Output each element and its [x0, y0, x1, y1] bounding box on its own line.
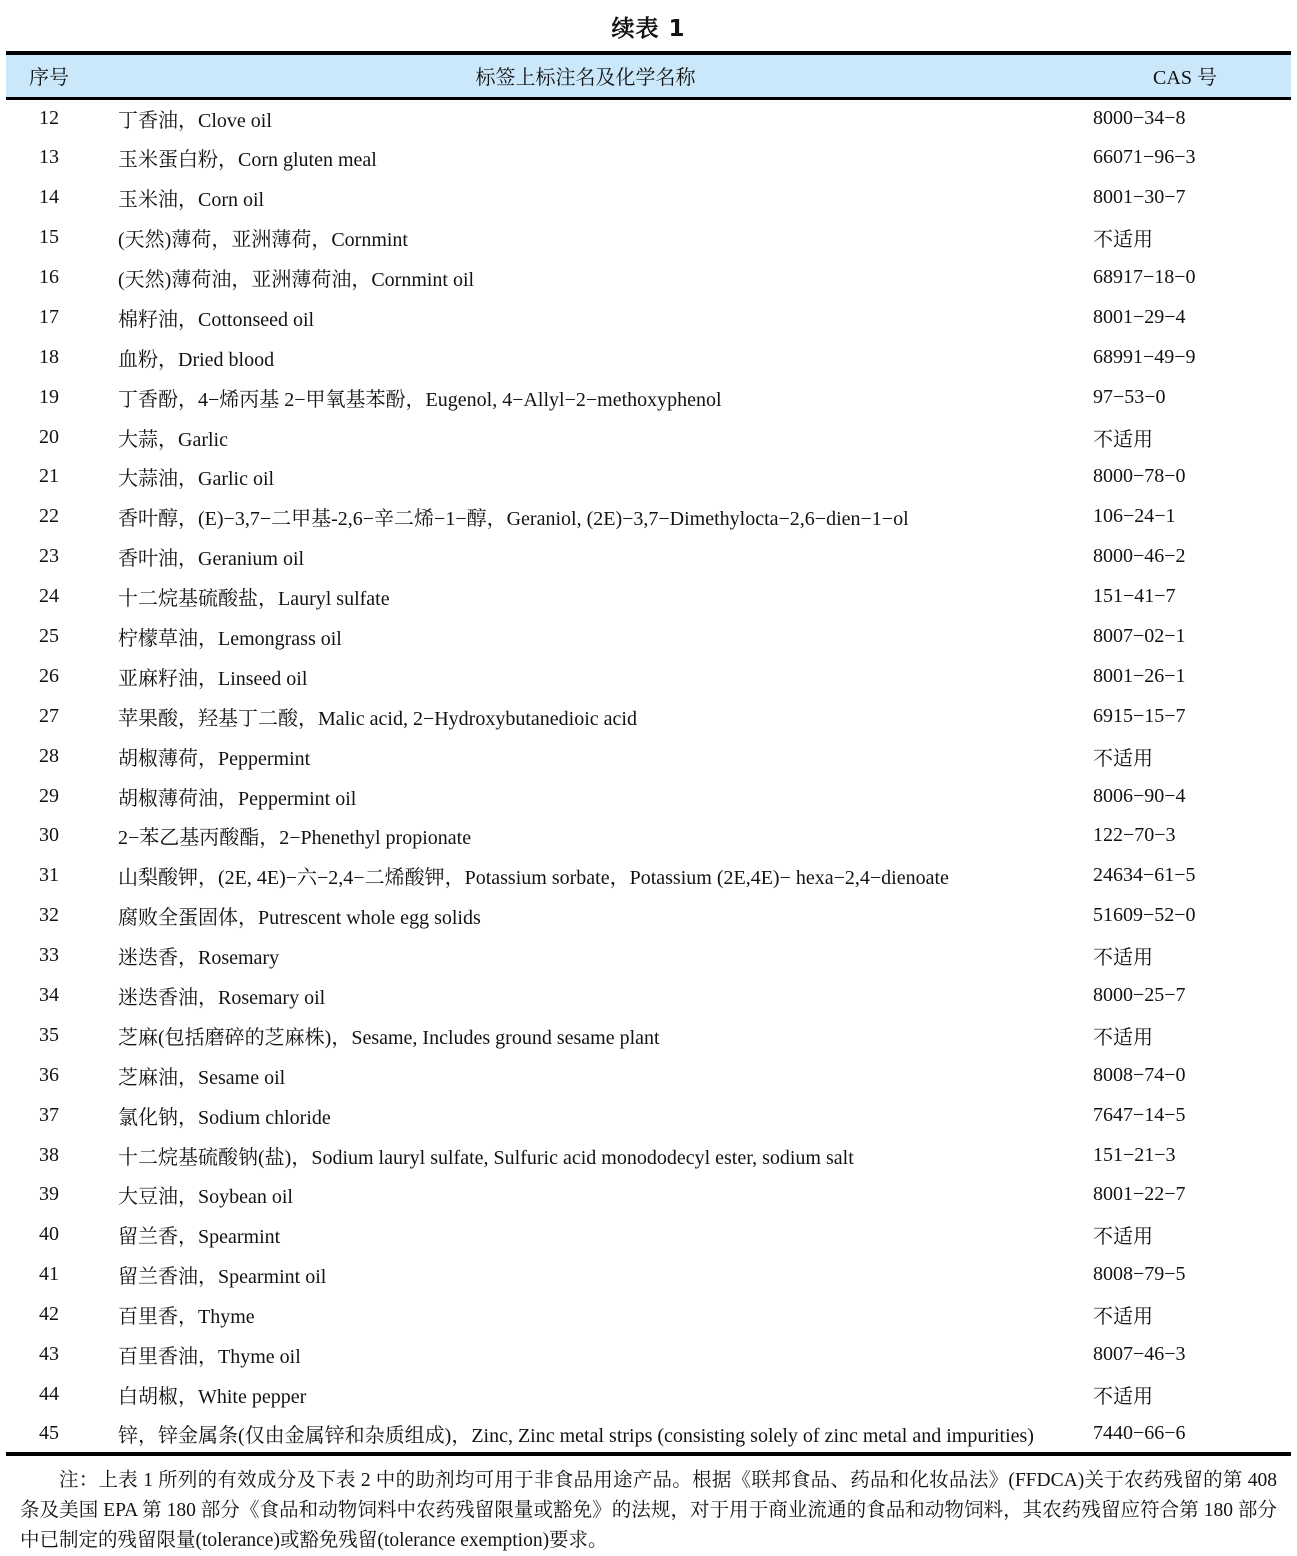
table-row: [6, 218, 1291, 258]
row-index-cell: 21: [39, 465, 59, 488]
row-index-cell: 37: [39, 1103, 59, 1126]
row-index-cell: 17: [39, 305, 59, 328]
row-name-cell: 十二烷基硫酸钠(盐)，Sodium lauryl sulfate, Sulfuric acid monododecyl ester, sodium salt: [118, 1146, 854, 1169]
table-row: [6, 457, 1291, 497]
row-index-cell: 44: [39, 1382, 59, 1405]
row-index-cell: 32: [39, 904, 59, 927]
row-name-cell: (天然)薄荷，亚洲薄荷，Cornmint: [118, 229, 408, 252]
table-row: [6, 1095, 1291, 1135]
row-name-cell: 留兰香，Spearmint: [118, 1226, 281, 1249]
table-row: [6, 138, 1291, 178]
row-name-cell: 氯化钠，Sodium chloride: [118, 1106, 331, 1129]
table-row: [6, 1135, 1291, 1175]
row-cas-cell: 8001−29−4: [1093, 305, 1186, 328]
table-row: [6, 297, 1291, 337]
row-cas-cell: 6915−15−7: [1093, 704, 1186, 727]
row-cas-cell: 151−41−7: [1093, 585, 1176, 608]
row-index-cell: 41: [39, 1263, 59, 1286]
row-name-cell: 香叶油，Geranium oil: [118, 548, 305, 571]
row-name-cell: 芝麻油，Sesame oil: [118, 1066, 286, 1089]
table-row: [6, 1215, 1291, 1255]
row-name-cell: 血粉，Dried blood: [118, 348, 275, 371]
row-index-cell: 20: [39, 425, 59, 448]
row-cas-cell: 不适用: [1093, 1026, 1153, 1049]
row-name-cell: 留兰香油，Spearmint oil: [118, 1266, 327, 1289]
row-name-cell: 2−苯乙基丙酸酯，2−Phenethyl propionate: [118, 827, 472, 850]
table-row: [6, 656, 1291, 696]
row-cas-cell: 68917−18−0: [1093, 266, 1196, 288]
row-cas-cell: 68991−49−9: [1093, 345, 1196, 368]
row-index-cell: 13: [39, 146, 59, 169]
row-cas-cell: 8000−78−0: [1093, 465, 1186, 488]
table-row: [6, 337, 1291, 377]
row-cas-cell: 122−70−3: [1093, 824, 1176, 847]
row-name-cell: 丁香酚，4−烯丙基 2−甲氧基苯酚，Eugenol, 4−Allyl−2−methoxyphenol: [118, 388, 722, 411]
row-cas-cell: 不适用: [1093, 428, 1153, 451]
row-cas-cell: 97−53−0: [1093, 385, 1166, 408]
row-index-cell: 31: [39, 864, 59, 887]
table-row: [6, 1055, 1291, 1095]
table-row: [6, 696, 1291, 736]
table-row: [6, 736, 1291, 776]
table-row: [6, 1175, 1291, 1215]
row-cas-cell: 8001−26−1: [1093, 664, 1186, 687]
row-name-cell: 迷迭香，Rosemary: [118, 947, 280, 970]
row-name-cell: 十二烷基硫酸盐，Lauryl sulfate: [118, 588, 390, 611]
table-row: [6, 417, 1291, 457]
column-header-label-chemical-name: 标签上标注名及化学名称: [92, 53, 1079, 98]
table-row: [6, 1015, 1291, 1055]
row-cas-cell: 24634−61−5: [1093, 864, 1196, 887]
row-index-cell: 35: [39, 1023, 59, 1046]
row-index-cell: 26: [39, 664, 59, 687]
row-cas-cell: 不适用: [1093, 747, 1153, 770]
row-index-cell: 19: [39, 385, 59, 408]
row-cas-cell: 7647−14−5: [1093, 1103, 1186, 1126]
row-index-cell: 15: [39, 226, 59, 249]
row-name-cell: 大蒜油，Garlic oil: [118, 468, 275, 491]
row-cas-cell: 8000−46−2: [1093, 545, 1186, 568]
row-cas-cell: 不适用: [1093, 1226, 1153, 1249]
row-name-cell: 芝麻(包括磨碎的芝麻株)，Sesame, Includes ground sesame plant: [118, 1026, 660, 1049]
footnote: 注：上表 1 所列的有效成分及下表 2 中的助剂均可用于非食品用途产品。根据《联邦食品、药品和化妆品法》(FFDCA)关于农药残留的第 408 条及美国 EPA 第 180 部分《食品和动物饲料中农药残留限量或豁免》的法规，对于用于商业流通的食品和动物饲料，其农药残留应符合第 180 部分中已制定的残留限量(tolerance)或豁免残留(tolerance exemption)要求。: [20, 1470, 1277, 1552]
table-row: [6, 1414, 1291, 1454]
row-cas-cell: 不适用: [1093, 947, 1153, 970]
row-index-cell: 38: [39, 1143, 59, 1166]
row-cas-cell: 8000−25−7: [1093, 984, 1186, 1007]
table-row: [6, 1295, 1291, 1335]
row-index-cell: 14: [39, 186, 59, 209]
row-name-cell: 玉米蛋白粉，Corn gluten meal: [118, 149, 377, 172]
row-index-cell: 36: [39, 1063, 59, 1086]
row-name-cell: 柠檬草油，Lemongrass oil: [118, 628, 342, 651]
row-name-cell: 白胡椒，White pepper: [118, 1385, 307, 1408]
row-cas-cell: 66071−96−3: [1093, 146, 1196, 169]
row-index-cell: 28: [39, 744, 59, 767]
row-index-cell: 23: [39, 545, 59, 568]
row-cas-cell: 8000−34−8: [1093, 107, 1186, 130]
row-name-cell: 玉米油，Corn oil: [118, 189, 265, 212]
row-name-cell: 腐败全蛋固体，Putrescent whole egg solids: [118, 907, 481, 930]
table-row: [6, 936, 1291, 976]
row-index-cell: 22: [39, 505, 59, 528]
row-cas-cell: 8001−22−7: [1093, 1183, 1186, 1206]
row-index-cell: 24: [39, 585, 59, 608]
row-cas-cell: 不适用: [1093, 229, 1153, 252]
table-header-row: [6, 53, 1291, 98]
table-row: [6, 1335, 1291, 1375]
row-cas-cell: 151−21−3: [1093, 1143, 1176, 1166]
row-index-cell: 12: [39, 107, 59, 130]
row-name-cell: 大蒜，Garlic: [118, 428, 228, 451]
row-cas-cell: 7440−66−6: [1093, 1421, 1186, 1444]
row-index-cell: 33: [39, 944, 59, 967]
row-name-cell: 锌，锌金属条(仅由金属锌和杂质组成)，Zinc, Zinc metal strips (consisting solely of zinc metal and impurities): [118, 1424, 1034, 1447]
row-index-cell: 43: [39, 1343, 59, 1366]
row-name-cell: 棉籽油，Cottonseed oil: [118, 308, 315, 331]
row-index-cell: 18: [39, 345, 59, 368]
table-row: [6, 776, 1291, 816]
column-header-index: 序号: [6, 53, 92, 98]
row-name-cell: 迷迭香油，Rosemary oil: [118, 987, 326, 1010]
row-index-cell: 40: [39, 1223, 59, 1246]
row-cas-cell: 8008−74−0: [1093, 1063, 1186, 1086]
table-row: [6, 856, 1291, 896]
table-row: [6, 976, 1291, 1016]
table-row: [6, 896, 1291, 936]
row-cas-cell: 8007−02−1: [1093, 625, 1186, 648]
row-cas-cell: 不适用: [1093, 1306, 1153, 1329]
table-row: [6, 98, 1291, 138]
table-row: [6, 1255, 1291, 1295]
table-row: [6, 577, 1291, 617]
row-name-cell: 胡椒薄荷，Peppermint: [118, 747, 311, 770]
row-cas-cell: 不适用: [1093, 1385, 1153, 1408]
continued-table-1: [6, 51, 1291, 1456]
row-index-cell: 25: [39, 625, 59, 648]
row-name-cell: 大豆油，Soybean oil: [118, 1186, 293, 1209]
row-cas-cell: 8001−30−7: [1093, 186, 1186, 209]
table-row: [6, 816, 1291, 856]
row-index-cell: 34: [39, 984, 59, 1007]
table-row: [6, 537, 1291, 577]
row-name-cell: 百里香油，Thyme oil: [118, 1346, 301, 1369]
row-name-cell: 香叶醇，(E)−3,7−二甲基-2,6−辛二烯−1−醇，Geraniol, (2E)−3,7−Dimethylocta−2,6−dien−1−ol: [118, 508, 909, 531]
table-row: [6, 258, 1291, 298]
row-cas-cell: 8007−46−3: [1093, 1343, 1186, 1366]
table-row: [6, 1375, 1291, 1415]
page-title: 续表 1: [611, 16, 686, 42]
row-name-cell: 丁香油，Clove oil: [118, 110, 272, 133]
row-name-cell: 山梨酸钾，(2E, 4E)−六−2,4−二烯酸钾，Potassium sorbate，Potassium (2E,4E)− hexa−2,4−dienoate: [118, 867, 949, 890]
table-body: [6, 98, 1291, 1454]
row-name-cell: (天然)薄荷油，亚洲薄荷油，Cornmint oil: [118, 269, 475, 291]
row-index-cell: 29: [39, 784, 59, 807]
row-index-cell: 16: [39, 266, 59, 288]
table-row: [6, 617, 1291, 657]
row-index-cell: 42: [39, 1303, 59, 1326]
row-cas-cell: 8008−79−5: [1093, 1263, 1186, 1286]
table-row: [6, 497, 1291, 537]
column-header-cas-number: CAS 号: [1079, 53, 1291, 98]
row-cas-cell: 51609−52−0: [1093, 904, 1196, 927]
row-name-cell: 百里香，Thyme: [118, 1306, 255, 1329]
row-cas-cell: 8006−90−4: [1093, 784, 1186, 807]
row-name-cell: 胡椒薄荷油，Peppermint oil: [118, 787, 357, 810]
table-row: [6, 377, 1291, 417]
row-cas-cell: 106−24−1: [1093, 505, 1176, 528]
row-index-cell: 27: [39, 704, 59, 727]
row-name-cell: 苹果酸，羟基丁二酸，Malic acid, 2−Hydroxybutanedioic acid: [118, 707, 637, 730]
row-name-cell: 亚麻籽油，Linseed oil: [118, 667, 308, 690]
row-index-cell: 39: [39, 1183, 59, 1206]
row-index-cell: 30: [39, 824, 59, 847]
table-row: [6, 178, 1291, 218]
row-index-cell: 45: [39, 1421, 59, 1444]
